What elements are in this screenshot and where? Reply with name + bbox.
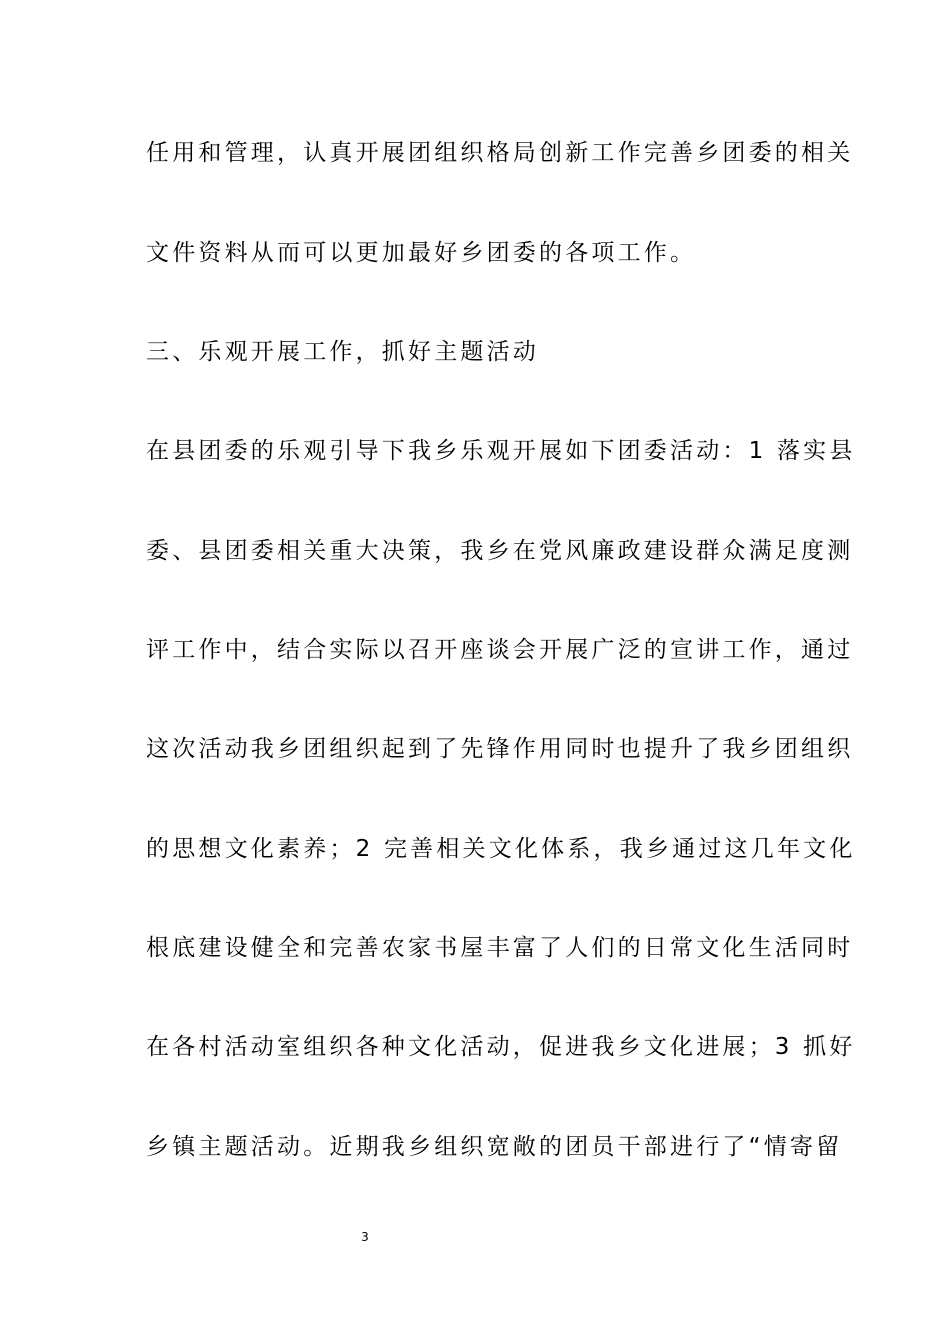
- body-text-line: 在县团委的乐观引导下我乡乐观开展如下团委活动：1 落实县: [146, 438, 856, 464]
- body-text-line: 文件资料从而可以更加最好乡团委的各项工作。: [146, 240, 697, 266]
- page-number: 3: [361, 1230, 369, 1244]
- body-text-line: 委、县团委相关重大决策，我乡在党风廉政建设群众满足度测: [146, 538, 854, 564]
- body-text-line: 评工作中，结合实际以召开座谈会开展广泛的宣讲工作，通过: [146, 637, 854, 663]
- body-text-line: 任用和管理，认真开展团组织格局创新工作完善乡团委的相关: [146, 140, 854, 166]
- section-heading: 三、乐观开展工作，抓好主题活动: [146, 339, 539, 365]
- body-text-line: 在各村活动室组织各种文化活动，促进我乡文化进展；3 抓好: [146, 1034, 856, 1060]
- body-text-line: 这次活动我乡团组织起到了先锋作用同时也提升了我乡团组织: [146, 736, 854, 762]
- body-text-line: 根底建设健全和完善农家书屋丰富了人们的日常文化生活同时: [146, 935, 854, 961]
- body-text-line: 的思想文化素养；2 完善相关文化体系，我乡通过这几年文化: [146, 836, 856, 862]
- body-text-line: 乡镇主题活动。近期我乡组织宽敞的团员干部进行了“情寄留: [146, 1134, 843, 1160]
